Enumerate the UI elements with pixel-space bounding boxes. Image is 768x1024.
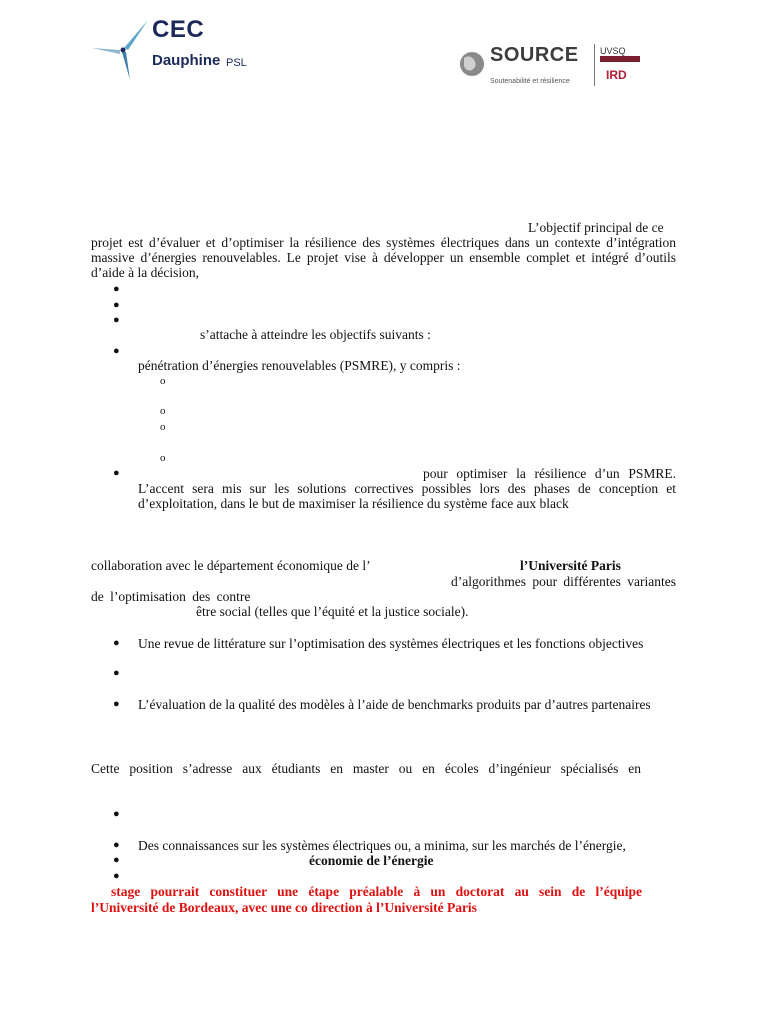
bullet-icon: ●	[113, 467, 120, 479]
wind-turbine-icon	[90, 18, 150, 80]
bullet-icon: ●	[113, 854, 120, 866]
bullet-icon: ●	[113, 314, 120, 326]
sub-bullet-icon: o	[160, 405, 166, 417]
note-line1: stage pourrait constituer une étape préalable à un doctorat au sein de l’équipe	[111, 884, 642, 899]
bullet-icon: ●	[113, 283, 120, 295]
bullet-icon: ●	[113, 870, 120, 882]
uvsq-logo-text: UVSQ	[600, 46, 626, 56]
para1-line2: projet est d’évaluer et d’optimiser la résilience des systèmes électriques dans un contexte d’intégration	[91, 235, 676, 250]
collab-line1: collaboration avec le département économique de l’	[91, 558, 371, 573]
objective3-line3: d’exploitation, dans le but de maximiser la résilience du système face aux black	[138, 496, 569, 511]
collab-line2: d’algorithmes pour différentes variantes	[451, 574, 676, 589]
dauphine-logo-text: Dauphine	[152, 52, 221, 69]
objective3-line2: L’accent sera mis sur les solutions correctives possibles lors des phases de conception et	[138, 481, 676, 496]
collab-university: l’Université Paris	[520, 558, 621, 573]
source-tagline: Soutenabilité et résilience	[490, 78, 570, 85]
objective3-line1: pour optimiser la résilience d’un PSMRE.	[423, 466, 676, 481]
profile-intro: Cette position s’adresse aux étudiants en master ou en écoles d’ingénieur spécialisés en	[91, 761, 641, 776]
bullet-icon: ●	[113, 667, 120, 679]
psl-logo-text: PSL	[226, 57, 247, 69]
requirement-3: économie de l’énergie	[309, 853, 434, 868]
source-logo-text: SOURCE	[490, 44, 579, 66]
ird-logo-text: IRD	[606, 68, 627, 82]
source-logo	[458, 42, 648, 92]
para1-line1: L’objectif principal de ce	[528, 220, 664, 235]
logo-divider	[594, 44, 595, 86]
bullet-icon: ●	[113, 839, 120, 851]
globe-icon	[458, 48, 486, 84]
cec-dauphine-logo	[90, 18, 280, 80]
bullet-icon: ●	[113, 808, 120, 820]
uvsq-banner	[600, 56, 640, 62]
note-line2: l’Université de Bordeaux, avec une co direction à l’Université Paris	[91, 900, 477, 915]
para1-line4: d’aide à la décision,	[91, 265, 199, 280]
bullet-icon: ●	[113, 698, 120, 710]
para1-line3: massive d’énergies renouvelables. Le projet vise à développer un ensemble complet et intégré d’outils	[91, 250, 676, 265]
sub-bullet-icon: o	[160, 421, 166, 433]
bullet-icon: ●	[113, 345, 120, 357]
sub-bullet-icon: o	[160, 375, 166, 387]
objective1-text: pénétration d’énergies renouvelables (PSMRE), y compris :	[138, 358, 461, 373]
sub-bullet-icon: o	[160, 452, 166, 464]
collab-line4: être social (telles que l’équité et la justice sociale).	[196, 604, 469, 619]
bullet-icon: ●	[113, 299, 120, 311]
cec-logo-text: CEC	[152, 16, 205, 43]
task-3: L’évaluation de la qualité des modèles à l’aide de benchmarks produits par d’autres partenaires	[138, 697, 651, 712]
objectives-intro: s’attache à atteindre les objectifs suivants :	[200, 327, 431, 342]
bullet-icon: ●	[113, 637, 120, 649]
requirement-2: Des connaissances sur les systèmes électriques ou, a minima, sur les marchés de l’énergie,	[138, 838, 626, 853]
task-1: Une revue de littérature sur l’optimisation des systèmes électriques et les fonctions objectives	[138, 636, 644, 651]
collab-line3: de l’optimisation des contre	[91, 589, 251, 604]
